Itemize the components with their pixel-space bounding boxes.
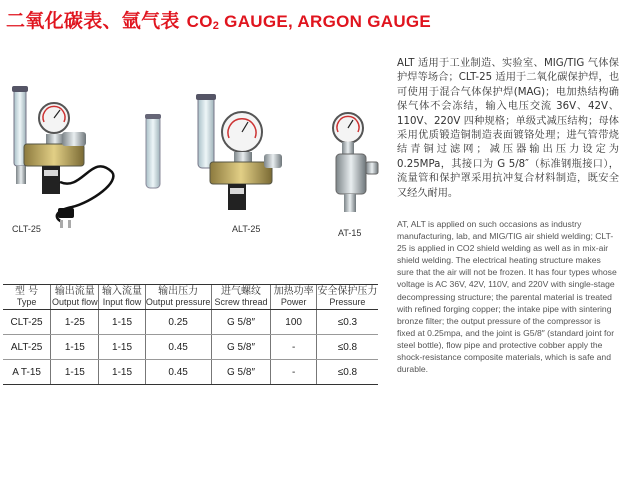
- cell-screw-thread: G 5/8″: [211, 360, 271, 385]
- cell-output-pressure: 0.25: [145, 310, 211, 335]
- cell-power: -: [271, 335, 316, 360]
- cell-screw-thread: G 5/8″: [211, 310, 271, 335]
- cell-type: A T-15: [3, 360, 51, 385]
- description-cn: ALT 适用于工业制造、实验室、MIG/TIG 气体保护焊等场合；CLT-25 适用于二氧化碳保护焊，也可使用于混合气体保护焊(MAG)；电加热结构确保气体不会冻结，输入电压交流 36V、42V、110V、220V 四种规格；单级式减压结构；母体采用优质锻造铜制造表面镀铬处理；进气管带烧结青铜过滤网；减压器输出压力设定为 0.25MPa，其接口为 G 5/8″（标准钢瓶接口），流量管和保护罩采用抗冲复合材料制造，既安全又经久耐用。: [397, 58, 619, 199]
- page-title: [6, 6, 431, 33]
- cell-pressure: ≤0.8: [316, 360, 378, 385]
- header-power: 加热功率 Power: [271, 285, 316, 310]
- cell-output-flow: 1-15: [51, 335, 99, 360]
- cell-input-flow: 1-15: [99, 335, 145, 360]
- spec-table: [3, 284, 378, 385]
- cell-type: CLT-25: [3, 310, 51, 335]
- description-en: AT, ALT is applied on such occasions as industry manufacturing, lab, and MIG/TIG air shield welding; CLT-25 is applied in CO2 shield welding as well as in mix-air shield welding. The electrical heating structure makes sure that the air will not be frozen. It has four types whose voltage is AC 36V, 42V, 110V, and 220V with single-stage decompressing structure; the parental material is treated with refined forging copper; the intake pipe with sintering bronze filter; the output pressure of the compressor is fixed at 0.25mpa, and the joint is G5/8″ (standard joint for steel bottle), flow pipe and protective cobber apply the shock-resistance composite materials, which is safe and durable.: [397, 219, 617, 375]
- cell-input-flow: 1-15: [99, 360, 145, 385]
- table-row: [3, 360, 378, 385]
- cell-output-pressure: 0.45: [145, 360, 211, 385]
- cell-power: -: [271, 360, 316, 385]
- cell-pressure: ≤0.8: [316, 335, 378, 360]
- table-row: [3, 310, 378, 335]
- header-pressure: 安全保护压力 Pressure: [316, 285, 378, 310]
- table-row: [3, 335, 378, 360]
- cell-screw-thread: G 5/8″: [211, 335, 271, 360]
- title-en: $CO_2$ GAUGE, ARGON GAUGE: [186, 12, 432, 32]
- cell-pressure: ≤0.3: [316, 310, 378, 335]
- header-screw-thread: 进气螺纹 Screw thread: [211, 285, 271, 310]
- header-input-flow: 输入流量 Input flow: [99, 285, 145, 310]
- alt25-regulator-image: [176, 92, 288, 222]
- cell-power: 100: [271, 310, 316, 335]
- clt25-regulator-image: [2, 82, 124, 232]
- cell-input-flow: 1-15: [99, 310, 145, 335]
- caption-at15: AT-15: [338, 228, 362, 238]
- cell-output-pressure: 0.45: [145, 335, 211, 360]
- header-output-pressure: 输出压力 Output pressure: [145, 285, 211, 310]
- header-output-flow: 输出流量 Output flow: [51, 285, 99, 310]
- cell-output-flow: 1-25: [51, 310, 99, 335]
- cell-output-flow: 1-15: [51, 360, 99, 385]
- at15-regulator-image: [318, 110, 382, 214]
- caption-alt25: ALT-25: [232, 224, 261, 234]
- title-cn: 二氧化碳表、氩气表: [6, 10, 180, 32]
- spec-table-header: [3, 285, 378, 310]
- caption-clt25: CLT-25: [12, 224, 41, 234]
- cell-type: ALT-25: [3, 335, 51, 360]
- flow-tube-image: [142, 112, 164, 192]
- header-type: 型 号 Type: [3, 285, 51, 310]
